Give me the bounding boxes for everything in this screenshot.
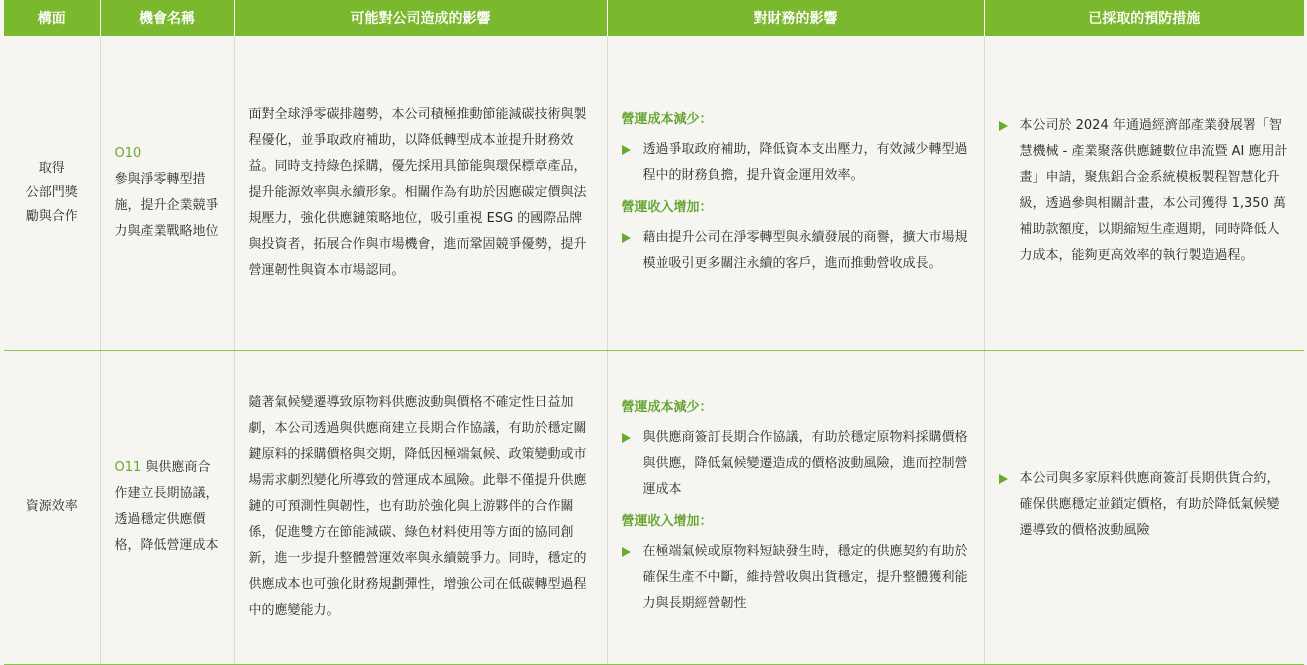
financial-heading: 營運成本減少： [621,400,713,416]
financial-cell [607,36,984,350]
list-item [999,113,1291,269]
header-measures: 已採取的預防措施 [984,0,1304,36]
impact-text: 面對全球淨零碳排趨勢，本公司積極推動節能減碳技術與製程優化，並爭取政府補助，以降低轉型成本並提升財務效益。同時支持綠色採購，優先採用具節能與環保標章產品，提升能源效率與永續形象。相關作為有助於因應碳定價與法規壓力，強化供應鏈策略地位，吸引重視 ESG 的國際品牌與投資者，拓展合作與市場機會，進而鞏固競爭優勢，提升營運韌性與資本市場認同。 [248,106,587,278]
aspect-line: 取得 [38,160,65,176]
list-item [622,425,970,503]
financial-bullet-text: 透過爭取政府補助，降低資本支出壓力，有效減少轉型過程中的財務負擔，提升資金運用效率。 [642,141,968,183]
list-item [999,466,1291,544]
list-item [622,225,970,277]
triangle-bullet-icon [622,433,631,443]
triangle-bullet-icon [622,233,631,243]
opportunity-text: 參與淨零轉型措施，提升企業競爭力與產業戰略地位 [114,171,219,239]
measures-text: 本公司與多家原料供應商簽訂長期供貨合約，確保供應穩定並鎖定價格，有助於降低氣候變遷導致的價格波動風險 [1019,471,1280,539]
impact-text: 隨著氣候變遷導致原物料供應波動與價格不確定性日益加劇，本公司透過與供應商建立長期合作協議，有助於穩定關鍵原料的採購價格與交期，降低因極端氣候、政策變動或市場需求劇烈變化所導致的營運成本風險。此舉不僅提升供應鏈的可預測性與韌性，也有助於強化與上游夥伴的合作關係，促進雙方在節能減碳、綠色材料使用等方面的協同創新，進一步提升整體營運效率與永續競爭力。同時，穩定的供應成本也可強化財務規劃彈性，增強公司在低碳轉型過程中的應變能力。 [248,395,587,619]
financial-heading: 營運收入增加： [621,199,713,215]
financial-heading: 營運收入增加： [621,514,713,530]
triangle-bullet-icon [999,121,1008,131]
triangle-bullet-icon [999,474,1008,484]
financial-cell [607,350,984,664]
triangle-bullet-icon [622,547,631,557]
list-item [622,137,970,189]
header-impact: 可能對公司造成的影響 [234,0,607,36]
opportunity-cell [100,350,234,664]
header-financial: 對財務的影響 [607,0,984,36]
impact-cell [234,36,607,350]
measures-text: 本公司於 2024 年通過經濟部產業發展署「智慧機械 - 產業聚落供應鏈數位串流暨 AI 應用計畫」申請，聚焦鋁合金系統模板製程智慧化升級，透過參與相關計畫，本公司獲得 1,350 萬補助款額度，以期縮短生產週期，同時降低人力成本，能夠更高效率的執行製造過程。 [1019,117,1288,263]
table-header-row [4,0,1304,36]
opportunity-id: O11 [114,460,142,476]
opportunity-id: O10 [114,145,142,161]
opportunity-text: 與供應商合作建立長期協議，透過穩定供應價格，降低營運成本 [114,460,219,554]
opportunity-cell [100,36,234,350]
financial-bullet-text: 與供應商簽訂長期合作協議，有助於穩定原物料採購價格與供應，降低氣候變遷造成的價格波動風險，進而控制營運成本 [642,430,968,498]
aspect-line: 公部門獎 [25,184,78,200]
triangle-bullet-icon [622,145,631,155]
financial-heading: 營運成本減少： [621,111,713,127]
aspect-line: 勵與合作 [25,208,78,224]
risk-opportunity-table [4,0,1304,665]
impact-cell [234,350,607,664]
measures-cell [984,350,1304,664]
header-opportunity: 機會名稱 [100,0,234,36]
financial-bullet-text: 在極端氣候或原物料短缺發生時，穩定的供應契約有助於確保生產不中斷，維持營收與出貨穩定，提升整體獲利能力與長期經營韌性 [642,544,968,612]
table-row [4,36,1304,350]
aspect-line: 資源效率 [25,499,78,515]
list-item [622,539,970,617]
table-row [4,350,1304,664]
aspect-cell [4,36,100,350]
measures-cell [984,36,1304,350]
header-aspect: 構面 [4,0,100,36]
aspect-cell [4,350,100,664]
financial-bullet-text: 藉由提升公司在淨零轉型與永續發展的商譽，擴大市場規模並吸引更多關注永續的客戶，進而推動營收成長。 [642,229,968,271]
